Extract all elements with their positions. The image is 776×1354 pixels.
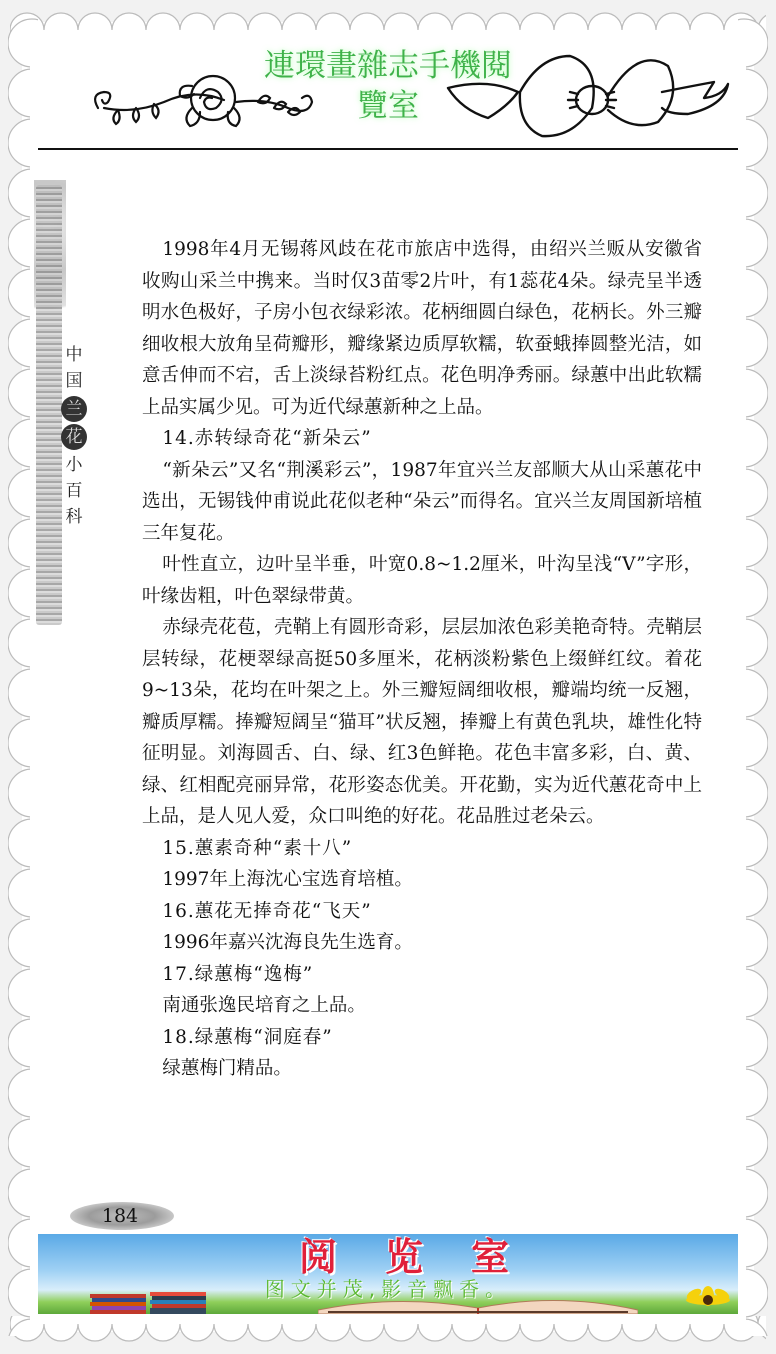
header-title bbox=[38, 46, 738, 126]
section-heading: 15.蕙素奇种“素十八” bbox=[162, 837, 353, 859]
book-stack-icon bbox=[90, 1292, 210, 1314]
side-label-char-highlight: 花 bbox=[61, 424, 87, 450]
side-label-char: 科 bbox=[65, 507, 83, 527]
paragraph: 赤绿壳花苞，壳鞘上有圆形奇彩，层层加浓色彩美艳奇特。壳鞘层层转绿，花梗翠绿高挺50多厘米，花柄淡粉紫色上缀鲜红纹。着花9~13朵，花均在叶架之上。外三瓣短阔细收根，瓣端均统一反翘，瓣质厚糯。捧瓣短阔呈“猫耳”状反翘，捧瓣上有黄色乳块，雄性化特征明显。刘海圆舌、白、绿、红3色鲜艳。花色丰富多彩，白、黄、绿、红相配亮丽异常，花形姿态优美。开花勤，实为近代蕙花奇中上上品，是人见人爱，众口叫绝的好花。花品胜过老朵云。 bbox=[142, 617, 702, 827]
header-divider bbox=[38, 148, 738, 150]
page-number: 184 bbox=[101, 1205, 139, 1227]
header bbox=[38, 38, 738, 148]
section-heading: 14.赤转绿奇花“新朵云” bbox=[162, 428, 372, 449]
paragraph: 1998年4月无锡蒋风歧在花市旅店中选得，由绍兴兰贩从安徽省收购山采兰中携来。当时仅3苗零2片叶，有1蕊花4朵。绿壳呈半透明水色极好，子房小包衣绿彩浓。花柄细圆白绿色，花柄长。外三瓣细收根大放角呈荷瓣形，瓣缘紧边质厚软糯，软蚕蛾捧圆整光洁，如意舌伸而不宕，舌上淡绿苔粉红点。花色明净秀丽。绿蕙中出此软糯上品实属少见。可为近代绿蕙新种之上品。 bbox=[142, 239, 702, 418]
side-label-char: 中 bbox=[65, 345, 83, 365]
paragraph: 绿蕙梅门精品。 bbox=[162, 1058, 292, 1079]
reading-room-banner[interactable] bbox=[38, 1234, 738, 1314]
side-label-char: 百 bbox=[65, 481, 83, 501]
paragraph: 叶性直立，边叶呈半垂，叶宽0.8~1.2厘米，叶沟呈浅“V”字形，叶缘齿粗，叶色翠绿带黄。 bbox=[142, 554, 702, 607]
section-heading: 17.绿蕙梅“逸梅” bbox=[162, 963, 314, 985]
paragraph: “新朵云”又名“荆溪彩云”，1987年宜兴兰友部顺大从山采蕙花中选出，无锡钱仲甫说此花似老种“朵云”而得名。宜兴兰友周国新培植三年复花。 bbox=[142, 459, 702, 544]
side-category-label bbox=[60, 342, 88, 530]
side-label-char: 国 bbox=[65, 371, 83, 391]
paragraph: 1997年上海沈心宝选育培植。 bbox=[162, 869, 413, 890]
section-heading: 16.蕙花无捧奇花“飞天” bbox=[162, 900, 372, 922]
section-heading: 18.绿蕙梅“洞庭春” bbox=[162, 1026, 333, 1048]
article-body bbox=[142, 234, 702, 1085]
side-label-char: 小 bbox=[65, 455, 83, 475]
decorative-vertical-strip bbox=[36, 185, 62, 625]
paragraph: 1996年嘉兴沈海良先生选育。 bbox=[162, 932, 413, 953]
open-book-icon bbox=[318, 1290, 638, 1314]
banner-subtitle: 图文并茂,影音飘香。 bbox=[264, 1277, 512, 1301]
header-title-line1: 連環畫雜志手機閱 bbox=[264, 48, 512, 84]
sunflower-icon bbox=[678, 1286, 738, 1314]
header-title-line2: 覽室 bbox=[357, 88, 419, 124]
side-label-char-highlight: 兰 bbox=[61, 396, 87, 422]
banner-title: 阅览室 bbox=[298, 1235, 557, 1279]
page-number-badge bbox=[70, 1202, 174, 1230]
paragraph: 南通张逸民培育之上品。 bbox=[162, 995, 366, 1016]
